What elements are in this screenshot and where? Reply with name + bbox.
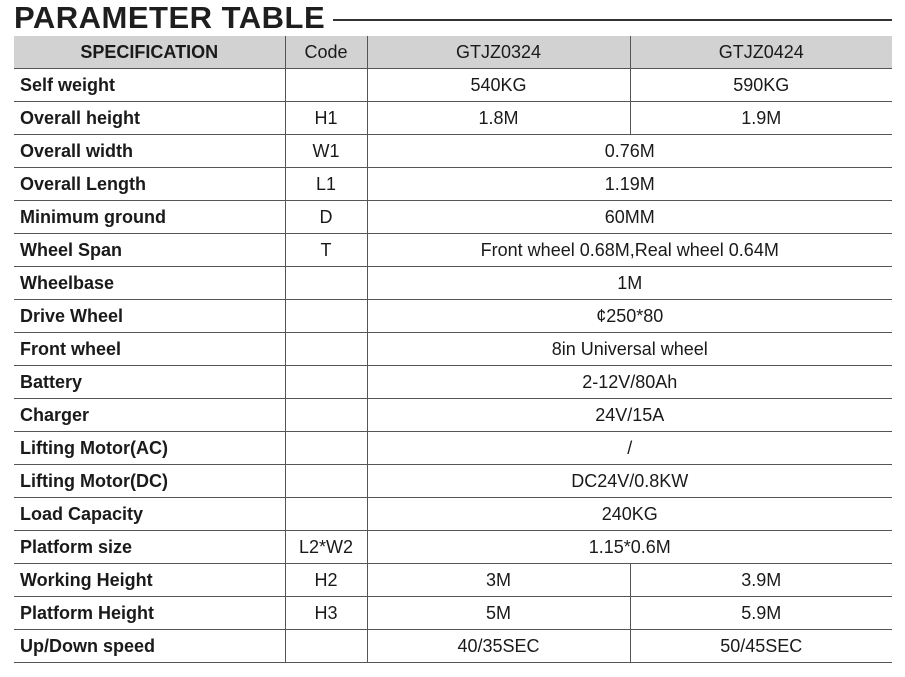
value-cell: DC24V/0.8KW [367, 465, 892, 498]
code-cell: H2 [285, 564, 367, 597]
value-cell: 1.15*0.6M [367, 531, 892, 564]
spec-cell: Battery [14, 366, 285, 399]
title-rule [333, 19, 892, 21]
table-row [14, 498, 892, 531]
header-model-1: GTJZ0324 [367, 36, 630, 69]
table-row [14, 201, 892, 234]
value-cell-model-1: 540KG [367, 69, 630, 102]
table-header-row [14, 36, 892, 69]
table-row [14, 597, 892, 630]
code-cell [285, 498, 367, 531]
code-cell [285, 630, 367, 663]
table-row [14, 135, 892, 168]
value-cell: 0.76M [367, 135, 892, 168]
value-cell: ¢250*80 [367, 300, 892, 333]
page-title: PARAMETER TABLE [14, 0, 326, 35]
table-row [14, 102, 892, 135]
code-cell: H1 [285, 102, 367, 135]
spec-cell: Lifting Motor(AC) [14, 432, 285, 465]
parameter-table [14, 36, 892, 663]
table-row [14, 564, 892, 597]
spec-cell: Wheelbase [14, 267, 285, 300]
header-code: Code [285, 36, 367, 69]
table-row [14, 366, 892, 399]
table-row [14, 267, 892, 300]
spec-cell: Wheel Span [14, 234, 285, 267]
table-row [14, 168, 892, 201]
value-cell-model-1: 3M [367, 564, 630, 597]
value-cell: / [367, 432, 892, 465]
value-cell-model-1: 5M [367, 597, 630, 630]
code-cell [285, 69, 367, 102]
value-cell-model-2: 1.9M [630, 102, 892, 135]
table-row [14, 432, 892, 465]
code-cell [285, 267, 367, 300]
value-cell-model-2: 3.9M [630, 564, 892, 597]
value-cell: 2-12V/80Ah [367, 366, 892, 399]
value-cell-model-2: 5.9M [630, 597, 892, 630]
table-row [14, 333, 892, 366]
table-row [14, 69, 892, 102]
spec-cell: Working Height [14, 564, 285, 597]
value-cell: 8in Universal wheel [367, 333, 892, 366]
table-row [14, 300, 892, 333]
value-cell-model-2: 590KG [630, 69, 892, 102]
code-cell: W1 [285, 135, 367, 168]
value-cell: 1M [367, 267, 892, 300]
value-cell: 1.19M [367, 168, 892, 201]
spec-cell: Load Capacity [14, 498, 285, 531]
code-cell [285, 399, 367, 432]
value-cell: 24V/15A [367, 399, 892, 432]
title-bar [14, 0, 892, 36]
spec-cell: Up/Down speed [14, 630, 285, 663]
header-model-2: GTJZ0424 [630, 36, 892, 69]
table-row [14, 630, 892, 663]
spec-cell: Overall height [14, 102, 285, 135]
code-cell [285, 465, 367, 498]
value-cell-model-1: 40/35SEC [367, 630, 630, 663]
value-cell: Front wheel 0.68M,Real wheel 0.64M [367, 234, 892, 267]
code-cell: H3 [285, 597, 367, 630]
spec-cell: Lifting Motor(DC) [14, 465, 285, 498]
table-row [14, 465, 892, 498]
spec-cell: Self weight [14, 69, 285, 102]
spec-cell: Overall Length [14, 168, 285, 201]
code-cell [285, 300, 367, 333]
code-cell [285, 333, 367, 366]
spec-cell: Platform size [14, 531, 285, 564]
value-cell: 60MM [367, 201, 892, 234]
table-row [14, 399, 892, 432]
spec-cell: Overall width [14, 135, 285, 168]
table-row [14, 234, 892, 267]
header-specification: SPECIFICATION [14, 36, 285, 69]
spec-cell: Minimum ground [14, 201, 285, 234]
code-cell: T [285, 234, 367, 267]
code-cell: L1 [285, 168, 367, 201]
code-cell: D [285, 201, 367, 234]
table-row [14, 531, 892, 564]
value-cell-model-1: 1.8M [367, 102, 630, 135]
value-cell: 240KG [367, 498, 892, 531]
spec-cell: Charger [14, 399, 285, 432]
spec-cell: Front wheel [14, 333, 285, 366]
code-cell [285, 366, 367, 399]
code-cell: L2*W2 [285, 531, 367, 564]
table-body [14, 69, 892, 663]
spec-cell: Platform Height [14, 597, 285, 630]
code-cell [285, 432, 367, 465]
value-cell-model-2: 50/45SEC [630, 630, 892, 663]
spec-cell: Drive Wheel [14, 300, 285, 333]
